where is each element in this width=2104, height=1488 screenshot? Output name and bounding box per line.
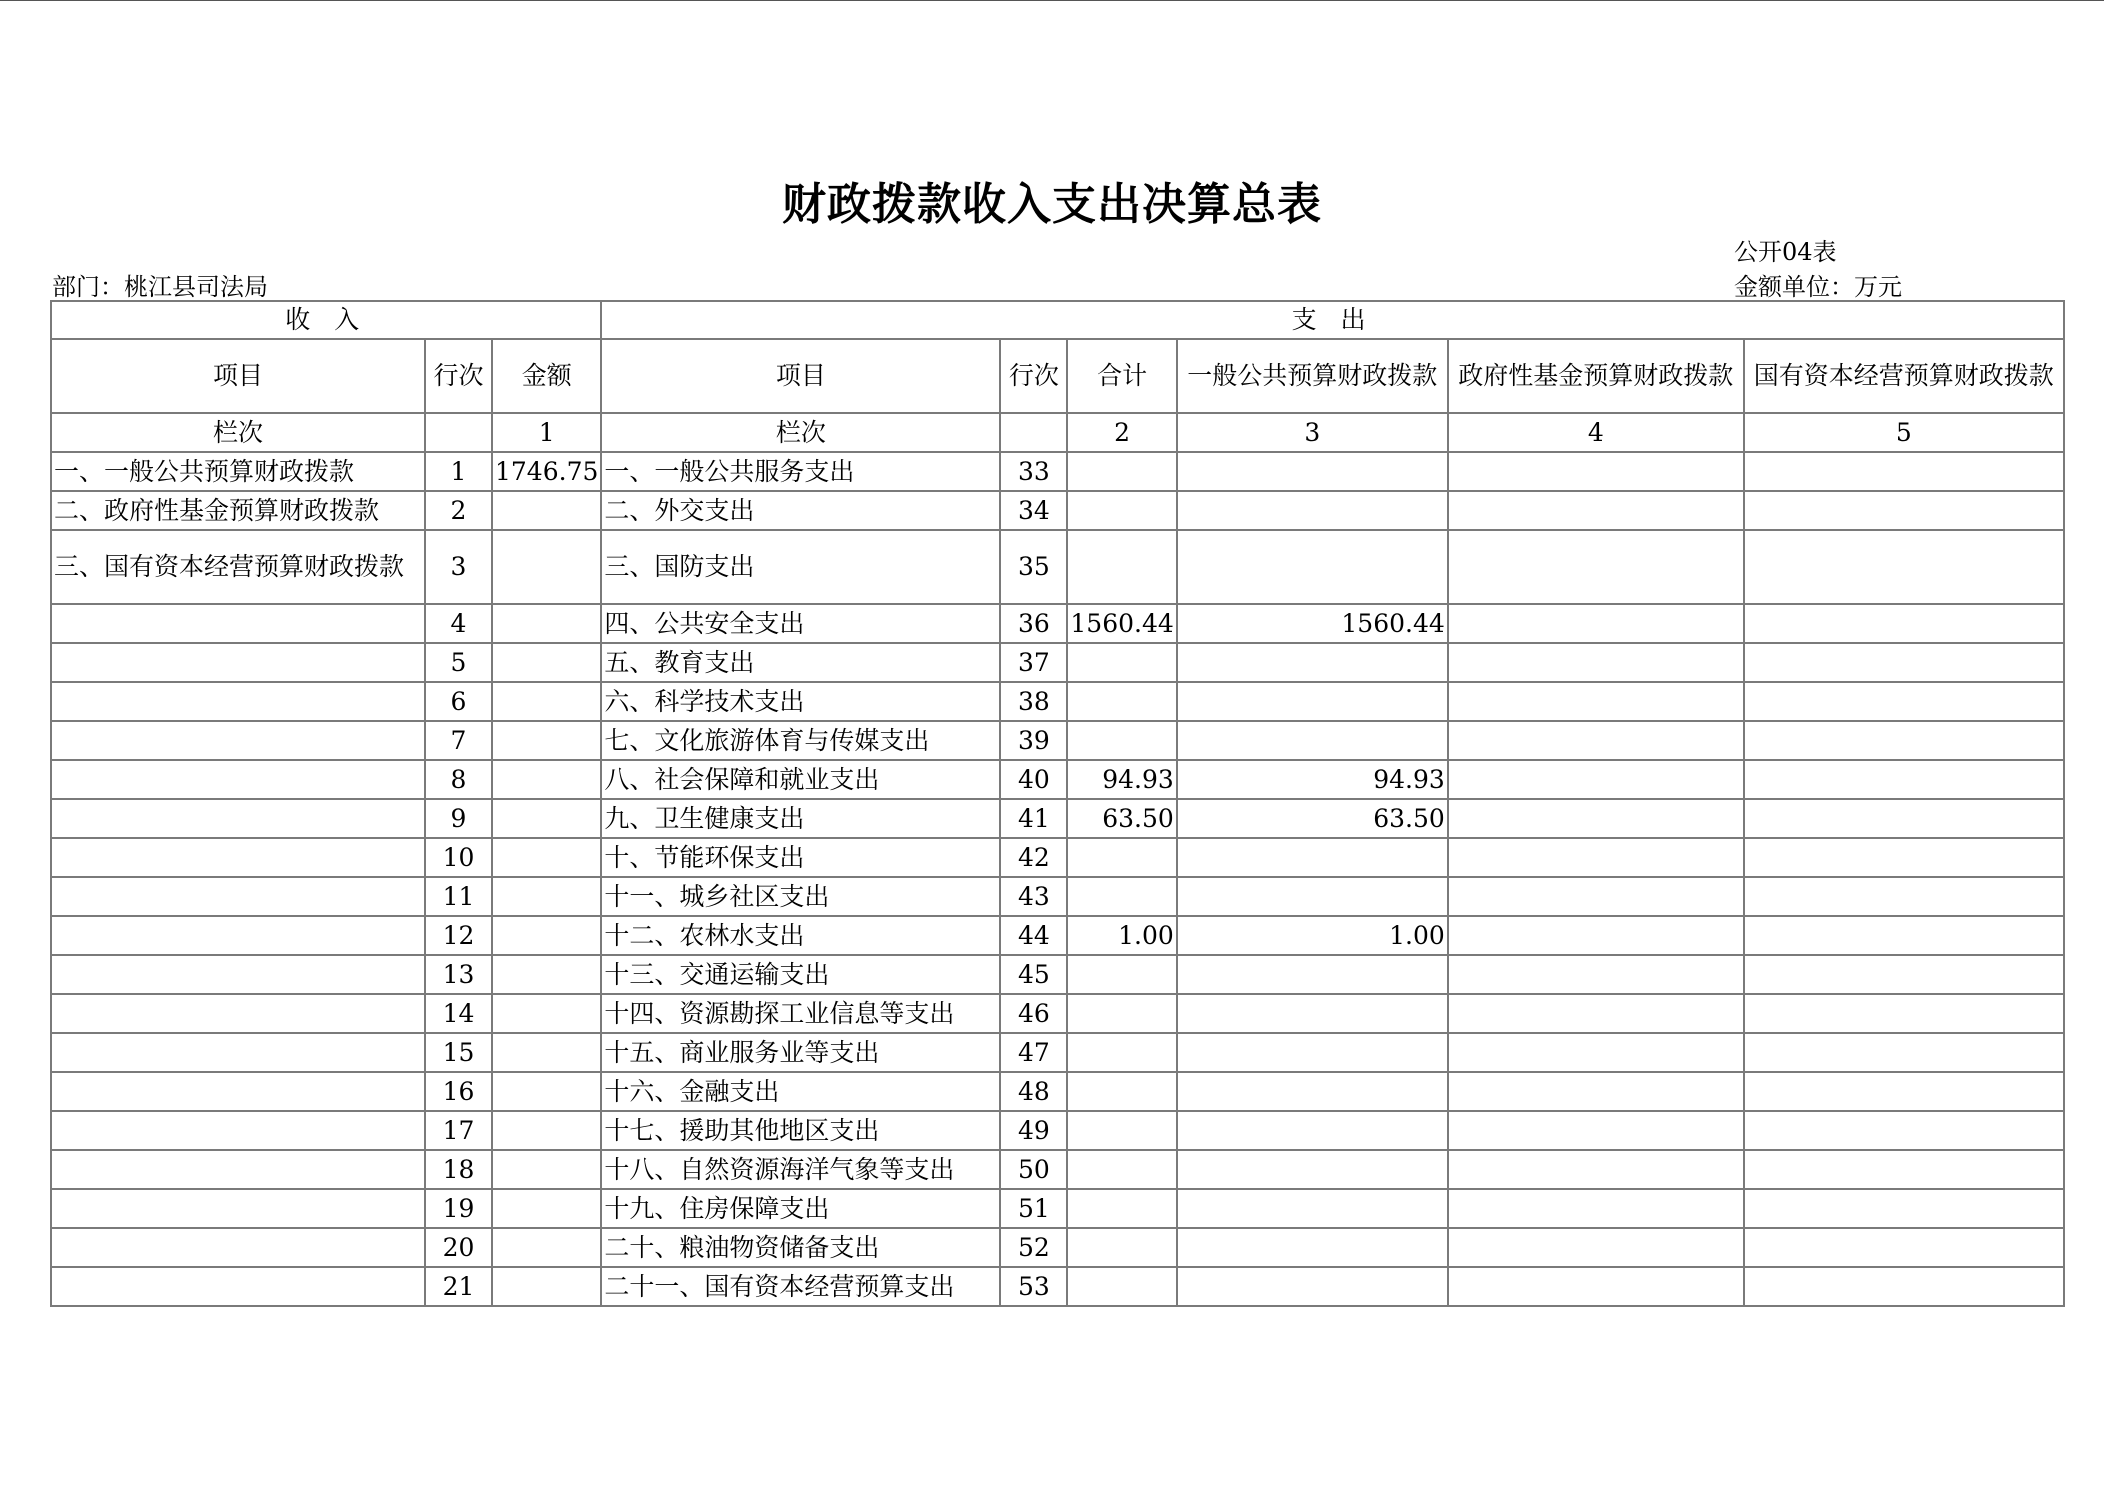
expense-item-cell: 七、文化旅游体育与传媒支出 xyxy=(601,721,1000,760)
amount-unit-label: 金额单位：万元 xyxy=(1734,273,1902,301)
income-amount-cell xyxy=(492,643,601,682)
income-item-cell: 二、政府性基金预算财政拨款 xyxy=(51,491,425,530)
income-row-no-cell: 14 xyxy=(425,994,492,1033)
total-cell xyxy=(1067,643,1176,682)
expense-row-no-cell: 40 xyxy=(1000,760,1067,799)
table-row xyxy=(51,877,2064,916)
expense-row-no-cell: 45 xyxy=(1000,955,1067,994)
income-amount-cell xyxy=(492,1033,601,1072)
income-amount-cell xyxy=(492,682,601,721)
income-row-no-cell: 2 xyxy=(425,491,492,530)
expense-row-no-cell: 48 xyxy=(1000,1072,1067,1111)
income-row-no-cell: 4 xyxy=(425,604,492,643)
general-budget-cell xyxy=(1177,643,1448,682)
state-capital-cell xyxy=(1744,452,2064,491)
expense-item-cell: 二十一、国有资本经营预算支出 xyxy=(601,1267,1000,1306)
income-row-no-cell: 3 xyxy=(425,530,492,604)
state-capital-cell xyxy=(1744,604,2064,643)
expense-row-no-cell: 39 xyxy=(1000,721,1067,760)
expense-item-cell: 十四、资源勘探工业信息等支出 xyxy=(601,994,1000,1033)
gov-fund-cell xyxy=(1448,1267,1744,1306)
income-item-cell xyxy=(51,916,425,955)
state-capital-cell xyxy=(1744,1033,2064,1072)
table-row xyxy=(51,491,2064,530)
total-cell xyxy=(1067,1228,1176,1267)
general-budget-cell xyxy=(1177,838,1448,877)
income-amount-cell xyxy=(492,604,601,643)
income-row-no-cell: 9 xyxy=(425,799,492,838)
column-index-row xyxy=(51,413,2064,452)
expense-item-cell: 二十、粮油物资储备支出 xyxy=(601,1228,1000,1267)
income-item-cell xyxy=(51,1267,425,1306)
index-total: 2 xyxy=(1067,413,1176,452)
gov-fund-cell xyxy=(1448,604,1744,643)
expense-item-cell: 十七、援助其他地区支出 xyxy=(601,1111,1000,1150)
table-row xyxy=(51,1228,2064,1267)
income-amount-cell xyxy=(492,760,601,799)
state-capital-cell xyxy=(1744,1267,2064,1306)
total-cell xyxy=(1067,1267,1176,1306)
table-row xyxy=(51,1072,2064,1111)
income-row-no-cell: 19 xyxy=(425,1189,492,1228)
expense-row-no-cell: 33 xyxy=(1000,452,1067,491)
gov-fund-cell xyxy=(1448,838,1744,877)
income-section-header: 收 入 xyxy=(51,301,601,339)
state-capital-cell xyxy=(1744,955,2064,994)
income-amount-cell xyxy=(492,1189,601,1228)
gov-fund-cell xyxy=(1448,1072,1744,1111)
index-blank xyxy=(425,413,492,452)
expense-row-no-cell: 38 xyxy=(1000,682,1067,721)
expense-item-cell: 六、科学技术支出 xyxy=(601,682,1000,721)
income-amount-cell xyxy=(492,877,601,916)
general-budget-cell xyxy=(1177,1267,1448,1306)
col-expense-row-no: 行次 xyxy=(1000,339,1067,413)
header-row-section xyxy=(51,301,2064,339)
general-budget-cell xyxy=(1177,1072,1448,1111)
state-capital-cell xyxy=(1744,1072,2064,1111)
expense-item-cell: 九、卫生健康支出 xyxy=(601,799,1000,838)
state-capital-cell xyxy=(1744,760,2064,799)
gov-fund-cell xyxy=(1448,643,1744,682)
general-budget-cell xyxy=(1177,530,1448,604)
income-item-cell xyxy=(51,760,425,799)
table-row xyxy=(51,916,2064,955)
state-capital-cell xyxy=(1744,838,2064,877)
income-row-no-cell: 15 xyxy=(425,1033,492,1072)
state-capital-cell xyxy=(1744,1228,2064,1267)
general-budget-cell xyxy=(1177,721,1448,760)
income-amount-cell xyxy=(492,721,601,760)
income-row-no-cell: 21 xyxy=(425,1267,492,1306)
table-row xyxy=(51,1111,2064,1150)
expense-item-cell: 四、公共安全支出 xyxy=(601,604,1000,643)
form-number: 公开04表 xyxy=(1734,238,1837,266)
col-general-budget: 一般公共预算财政拨款 xyxy=(1177,339,1448,413)
gov-fund-cell xyxy=(1448,1033,1744,1072)
state-capital-cell xyxy=(1744,916,2064,955)
income-item-cell xyxy=(51,682,425,721)
general-budget-cell xyxy=(1177,491,1448,530)
income-row-no-cell: 20 xyxy=(425,1228,492,1267)
state-capital-cell xyxy=(1744,1150,2064,1189)
income-item-cell: 三、国有资本经营预算财政拨款 xyxy=(51,530,425,604)
income-amount-cell xyxy=(492,838,601,877)
income-amount-cell xyxy=(492,955,601,994)
expense-item-cell: 十六、金融支出 xyxy=(601,1072,1000,1111)
table-row xyxy=(51,721,2064,760)
general-budget-cell: 1.00 xyxy=(1177,916,1448,955)
income-amount-cell xyxy=(492,994,601,1033)
gov-fund-cell xyxy=(1448,530,1744,604)
index-exp-label: 栏次 xyxy=(601,413,1000,452)
expense-item-cell: 十一、城乡社区支出 xyxy=(601,877,1000,916)
income-row-no-cell: 7 xyxy=(425,721,492,760)
expense-row-no-cell: 50 xyxy=(1000,1150,1067,1189)
income-item-cell xyxy=(51,877,425,916)
general-budget-cell: 63.50 xyxy=(1177,799,1448,838)
table-row xyxy=(51,799,2064,838)
income-item-cell: 一、一般公共预算财政拨款 xyxy=(51,452,425,491)
col-gov-fund: 政府性基金预算财政拨款 xyxy=(1448,339,1744,413)
general-budget-cell xyxy=(1177,1150,1448,1189)
total-cell xyxy=(1067,955,1176,994)
expense-item-cell: 十、节能环保支出 xyxy=(601,838,1000,877)
general-budget-cell xyxy=(1177,1033,1448,1072)
gov-fund-cell xyxy=(1448,1228,1744,1267)
expense-row-no-cell: 47 xyxy=(1000,1033,1067,1072)
gov-fund-cell xyxy=(1448,682,1744,721)
state-capital-cell xyxy=(1744,491,2064,530)
income-row-no-cell: 16 xyxy=(425,1072,492,1111)
income-row-no-cell: 12 xyxy=(425,916,492,955)
expense-row-no-cell: 42 xyxy=(1000,838,1067,877)
expense-item-cell: 十八、自然资源海洋气象等支出 xyxy=(601,1150,1000,1189)
header-row-columns xyxy=(51,339,2064,413)
total-cell xyxy=(1067,1111,1176,1150)
expense-row-no-cell: 44 xyxy=(1000,916,1067,955)
state-capital-cell xyxy=(1744,530,2064,604)
table-row xyxy=(51,1033,2064,1072)
income-amount-cell xyxy=(492,1150,601,1189)
income-item-cell xyxy=(51,1150,425,1189)
income-item-cell xyxy=(51,1072,425,1111)
index-amount: 1 xyxy=(492,413,601,452)
general-budget-cell: 1560.44 xyxy=(1177,604,1448,643)
state-capital-cell xyxy=(1744,1189,2064,1228)
table-row xyxy=(51,955,2064,994)
table-row xyxy=(51,530,2064,604)
gov-fund-cell xyxy=(1448,916,1744,955)
expense-item-cell: 十三、交通运输支出 xyxy=(601,955,1000,994)
expense-item-cell: 二、外交支出 xyxy=(601,491,1000,530)
index-state-capital: 5 xyxy=(1744,413,2064,452)
income-amount-cell: 1746.75 xyxy=(492,452,601,491)
col-state-capital: 国有资本经营预算财政拨款 xyxy=(1744,339,2064,413)
income-amount-cell xyxy=(492,1111,601,1150)
general-budget-cell: 94.93 xyxy=(1177,760,1448,799)
total-cell xyxy=(1067,994,1176,1033)
income-row-no-cell: 13 xyxy=(425,955,492,994)
gov-fund-cell xyxy=(1448,760,1744,799)
index-label: 栏次 xyxy=(51,413,425,452)
general-budget-cell xyxy=(1177,877,1448,916)
index-exp-blank xyxy=(1000,413,1067,452)
income-amount-cell xyxy=(492,1228,601,1267)
gov-fund-cell xyxy=(1448,452,1744,491)
income-item-cell xyxy=(51,721,425,760)
total-cell xyxy=(1067,1033,1176,1072)
col-total: 合计 xyxy=(1067,339,1176,413)
income-item-cell xyxy=(51,799,425,838)
state-capital-cell xyxy=(1744,643,2064,682)
expense-item-cell: 三、国防支出 xyxy=(601,530,1000,604)
income-amount-cell xyxy=(492,530,601,604)
gov-fund-cell xyxy=(1448,1111,1744,1150)
expense-item-cell: 十二、农林水支出 xyxy=(601,916,1000,955)
income-row-no-cell: 6 xyxy=(425,682,492,721)
expense-row-no-cell: 52 xyxy=(1000,1228,1067,1267)
gov-fund-cell xyxy=(1448,1150,1744,1189)
total-cell: 1.00 xyxy=(1067,916,1176,955)
table-row xyxy=(51,760,2064,799)
page-title: 财政拨款收入支出决算总表 xyxy=(782,179,1322,230)
income-item-cell xyxy=(51,643,425,682)
state-capital-cell xyxy=(1744,877,2064,916)
income-row-no-cell: 10 xyxy=(425,838,492,877)
col-income-row-no: 行次 xyxy=(425,339,492,413)
table-row xyxy=(51,1267,2064,1306)
expense-item-cell: 八、社会保障和就业支出 xyxy=(601,760,1000,799)
gov-fund-cell xyxy=(1448,1189,1744,1228)
table-row xyxy=(51,838,2064,877)
expense-item-cell: 五、教育支出 xyxy=(601,643,1000,682)
table-row xyxy=(51,643,2064,682)
table-row xyxy=(51,452,2064,491)
table-row xyxy=(51,1189,2064,1228)
income-row-no-cell: 5 xyxy=(425,643,492,682)
index-general-budget: 3 xyxy=(1177,413,1448,452)
income-row-no-cell: 17 xyxy=(425,1111,492,1150)
income-amount-cell xyxy=(492,1267,601,1306)
col-income-amount: 金额 xyxy=(492,339,601,413)
general-budget-cell xyxy=(1177,1111,1448,1150)
gov-fund-cell xyxy=(1448,994,1744,1033)
income-row-no-cell: 1 xyxy=(425,452,492,491)
income-item-cell xyxy=(51,838,425,877)
expense-item-cell: 一、一般公共服务支出 xyxy=(601,452,1000,491)
table-row xyxy=(51,604,2064,643)
table-row xyxy=(51,994,2064,1033)
income-item-cell xyxy=(51,604,425,643)
expense-row-no-cell: 37 xyxy=(1000,643,1067,682)
income-amount-cell xyxy=(492,491,601,530)
income-row-no-cell: 18 xyxy=(425,1150,492,1189)
gov-fund-cell xyxy=(1448,799,1744,838)
col-income-item: 项目 xyxy=(51,339,425,413)
expense-row-no-cell: 34 xyxy=(1000,491,1067,530)
gov-fund-cell xyxy=(1448,955,1744,994)
state-capital-cell xyxy=(1744,1111,2064,1150)
total-cell xyxy=(1067,452,1176,491)
income-item-cell xyxy=(51,1111,425,1150)
expense-row-no-cell: 49 xyxy=(1000,1111,1067,1150)
general-budget-cell xyxy=(1177,452,1448,491)
expense-row-no-cell: 41 xyxy=(1000,799,1067,838)
expense-row-no-cell: 43 xyxy=(1000,877,1067,916)
budget-table xyxy=(50,300,2065,1307)
total-cell xyxy=(1067,838,1176,877)
expense-section-header: 支 出 xyxy=(601,301,2063,339)
gov-fund-cell xyxy=(1448,491,1744,530)
table-row xyxy=(51,1150,2064,1189)
expense-row-no-cell: 51 xyxy=(1000,1189,1067,1228)
general-budget-cell xyxy=(1177,1228,1448,1267)
income-amount-cell xyxy=(492,1072,601,1111)
state-capital-cell xyxy=(1744,721,2064,760)
expense-row-no-cell: 53 xyxy=(1000,1267,1067,1306)
gov-fund-cell xyxy=(1448,877,1744,916)
total-cell xyxy=(1067,721,1176,760)
gov-fund-cell xyxy=(1448,721,1744,760)
general-budget-cell xyxy=(1177,955,1448,994)
general-budget-cell xyxy=(1177,682,1448,721)
total-cell xyxy=(1067,491,1176,530)
expense-item-cell: 十九、住房保障支出 xyxy=(601,1189,1000,1228)
col-expense-item: 项目 xyxy=(601,339,1000,413)
income-amount-cell xyxy=(492,916,601,955)
expense-row-no-cell: 46 xyxy=(1000,994,1067,1033)
total-cell: 94.93 xyxy=(1067,760,1176,799)
total-cell xyxy=(1067,682,1176,721)
income-item-cell xyxy=(51,994,425,1033)
income-row-no-cell: 11 xyxy=(425,877,492,916)
total-cell xyxy=(1067,530,1176,604)
income-item-cell xyxy=(51,1033,425,1072)
expense-row-no-cell: 36 xyxy=(1000,604,1067,643)
index-gov-fund: 4 xyxy=(1448,413,1744,452)
state-capital-cell xyxy=(1744,994,2064,1033)
general-budget-cell xyxy=(1177,994,1448,1033)
total-cell xyxy=(1067,1150,1176,1189)
income-item-cell xyxy=(51,1189,425,1228)
total-cell xyxy=(1067,1189,1176,1228)
expense-row-no-cell: 35 xyxy=(1000,530,1067,604)
page-top-border xyxy=(0,0,2104,1)
total-cell: 1560.44 xyxy=(1067,604,1176,643)
total-cell: 63.50 xyxy=(1067,799,1176,838)
income-amount-cell xyxy=(492,799,601,838)
general-budget-cell xyxy=(1177,1189,1448,1228)
department-label: 部门：桃江县司法局 xyxy=(52,273,268,301)
state-capital-cell xyxy=(1744,799,2064,838)
total-cell xyxy=(1067,1072,1176,1111)
income-item-cell xyxy=(51,1228,425,1267)
income-item-cell xyxy=(51,955,425,994)
total-cell xyxy=(1067,877,1176,916)
income-row-no-cell: 8 xyxy=(425,760,492,799)
expense-item-cell: 十五、商业服务业等支出 xyxy=(601,1033,1000,1072)
state-capital-cell xyxy=(1744,682,2064,721)
table-row xyxy=(51,682,2064,721)
